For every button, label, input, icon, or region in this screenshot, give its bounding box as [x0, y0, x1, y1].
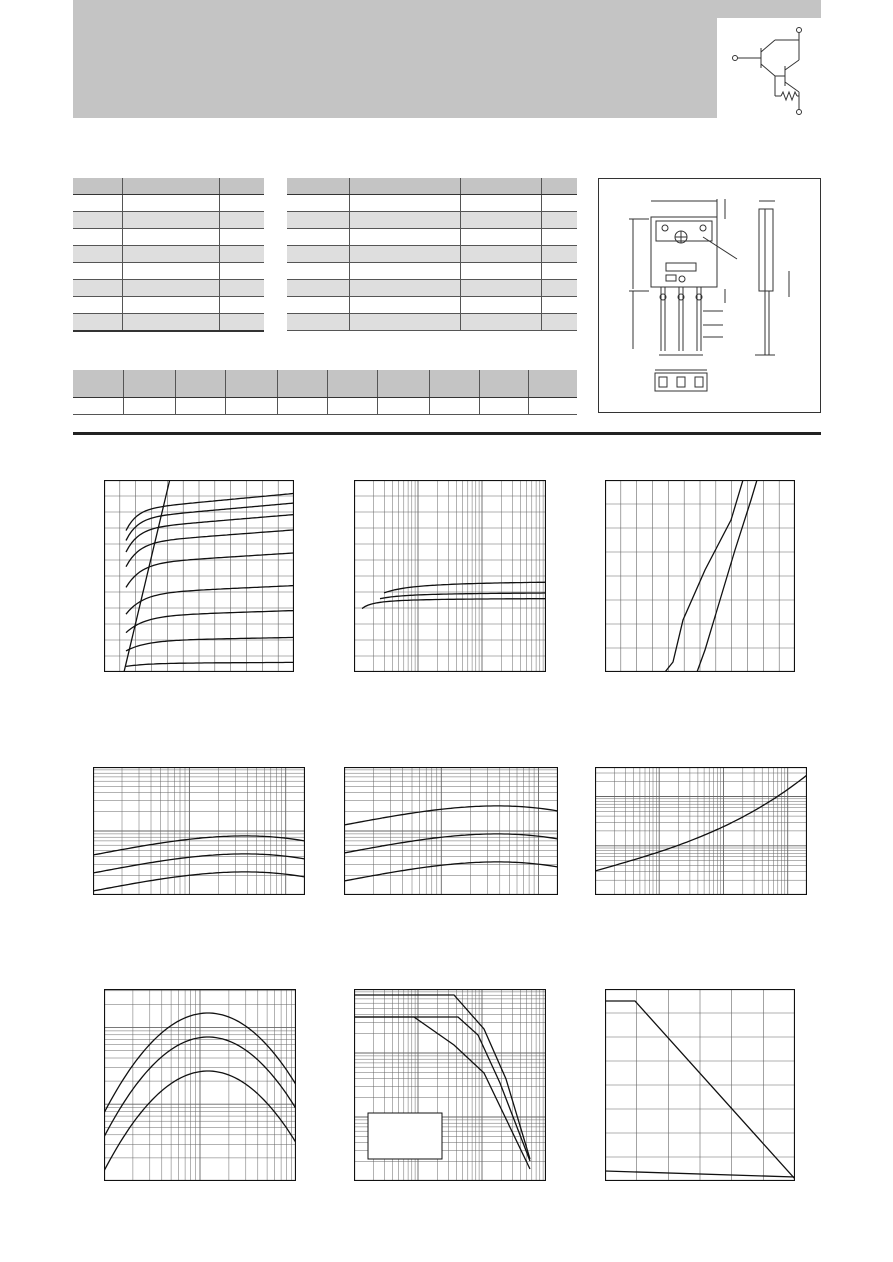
electrical-characteristics-table	[287, 178, 577, 331]
output-curve	[126, 586, 294, 615]
vce-sat-curve	[380, 593, 546, 599]
table-header-row	[287, 178, 577, 195]
graph-safe-operating-area	[354, 989, 546, 1181]
table-row	[73, 246, 264, 263]
table-row	[287, 280, 577, 297]
table-row	[73, 297, 264, 314]
table-row	[73, 195, 264, 212]
graph-transient-thermal	[595, 767, 807, 895]
table-row	[287, 263, 577, 280]
output-curve	[126, 530, 294, 567]
graph-output-characteristics	[104, 480, 294, 672]
graph-vce-sat-vs-ib	[354, 480, 546, 672]
output-curve	[126, 611, 294, 633]
graph-hfe-vs-ic-2	[344, 767, 558, 895]
header-band	[73, 0, 821, 118]
vce-sat-curve	[362, 599, 546, 609]
output-curve	[126, 515, 294, 552]
section-divider	[73, 432, 821, 435]
soa-legend-box	[368, 1113, 442, 1159]
graph-ic-vs-vbe	[605, 480, 795, 672]
symbol-box	[717, 18, 821, 118]
graph-hfe-vs-ic-1	[93, 767, 305, 895]
graph-power-derating	[605, 989, 795, 1181]
table-row	[73, 314, 264, 332]
graph-ft-vs-ic	[104, 989, 296, 1181]
output-curve	[126, 637, 294, 651]
table-row	[73, 280, 264, 297]
darlington-transistor-symbol-icon	[717, 18, 821, 118]
hfe-curve	[93, 836, 305, 855]
hfe-curve	[93, 872, 305, 891]
table-header-row	[73, 178, 264, 195]
table-row	[73, 397, 577, 414]
hfe-curve	[344, 862, 558, 881]
output-curve	[126, 662, 294, 666]
table-row	[73, 212, 264, 229]
table-row	[287, 229, 577, 246]
absolute-max-ratings-table	[73, 178, 264, 332]
table-row	[287, 195, 577, 212]
table-row	[73, 263, 264, 280]
package-outline-box	[598, 178, 821, 413]
switching-characteristics-table	[73, 370, 577, 415]
to-3p-package-outline-icon	[599, 179, 820, 412]
table-row	[287, 212, 577, 229]
table-header-row	[73, 370, 577, 397]
table-row	[287, 246, 577, 263]
hfe-curve	[93, 854, 305, 873]
table-row	[287, 314, 577, 331]
hfe-curve	[344, 806, 558, 825]
table-row	[287, 297, 577, 314]
table-row	[73, 229, 264, 246]
